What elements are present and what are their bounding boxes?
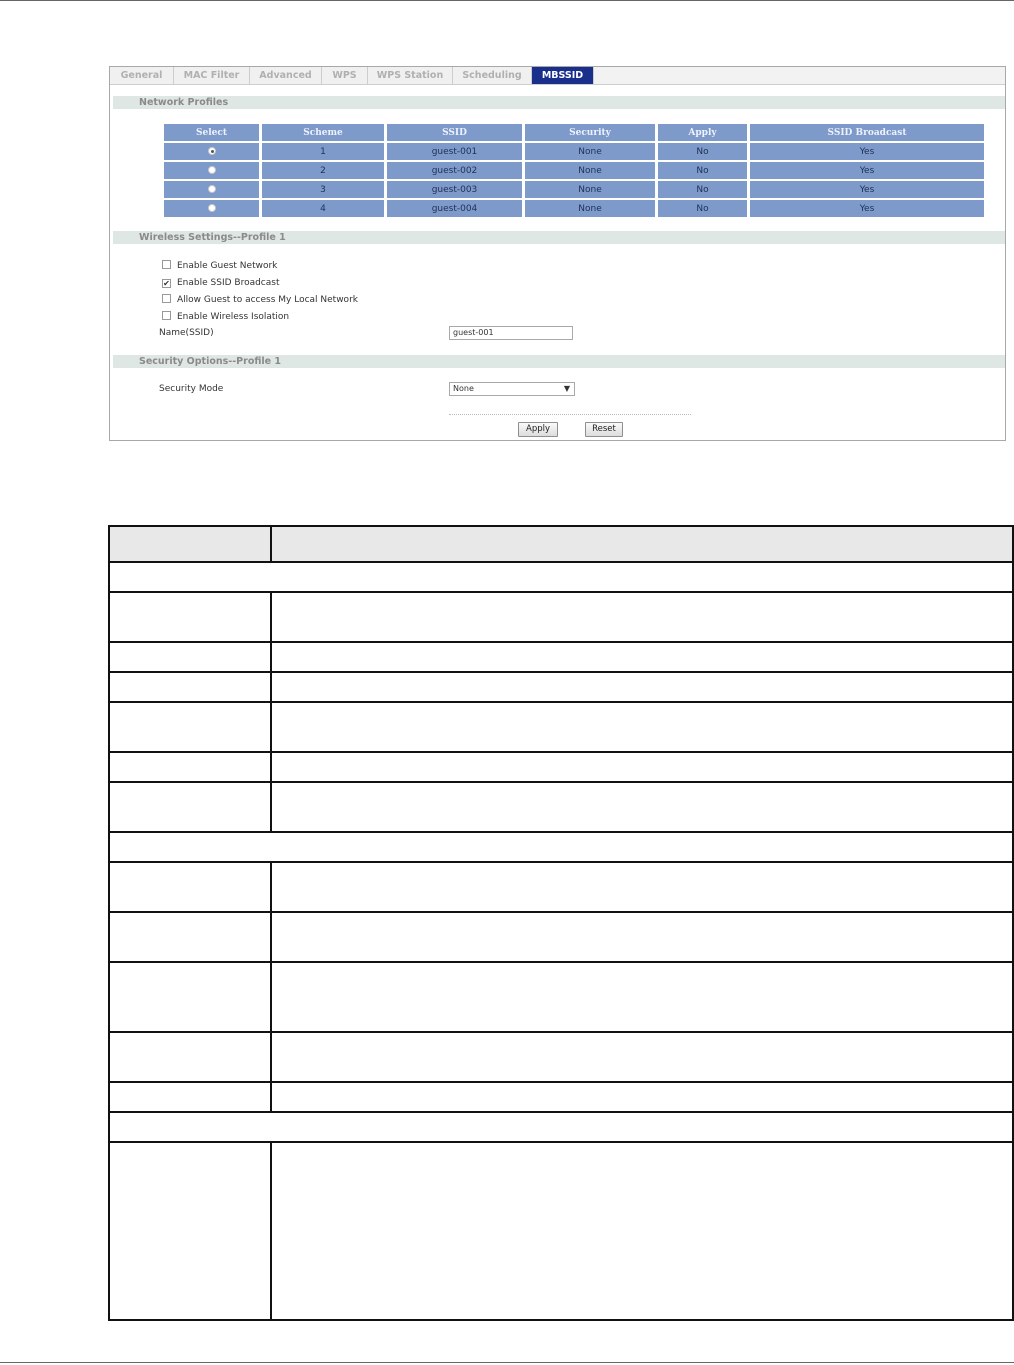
ssid-cell: guest-001 [387, 143, 522, 160]
broadcast-cell: Yes [750, 200, 984, 217]
security-options-header: Security Options--Profile 1 [113, 355, 1005, 368]
broadcast-cell: Yes [750, 162, 984, 179]
description-cell [271, 642, 1013, 672]
description-cell [271, 1032, 1013, 1082]
tab-advanced[interactable]: Advanced [250, 67, 322, 84]
description-cell [271, 1142, 1013, 1320]
enable-ssid-broadcast-checkbox[interactable] [162, 279, 171, 288]
option-label: Allow Guest to access My Local Network [177, 295, 358, 305]
label-cell [109, 702, 271, 752]
scheme-cell: 1 [262, 143, 384, 160]
security-mode-select[interactable] [449, 382, 575, 396]
profile-radio-1[interactable] [208, 147, 216, 155]
page-bottom-rule [0, 1362, 1014, 1363]
table-row [109, 592, 1013, 642]
select-cell [164, 162, 259, 179]
description-cell [271, 592, 1013, 642]
apply-cell: No [658, 143, 747, 160]
label-cell [109, 1082, 271, 1112]
table-row [164, 181, 984, 198]
security-mode-value: None [453, 384, 474, 393]
table-header-row [109, 526, 1013, 562]
col-ssid: SSID [387, 124, 522, 141]
profile-radio-2[interactable] [208, 166, 216, 174]
enable-guest-network-checkbox[interactable] [162, 260, 171, 269]
label-cell [109, 962, 271, 1032]
profile-radio-3[interactable] [208, 185, 216, 193]
profile-radio-4[interactable] [208, 204, 216, 212]
table-row [109, 752, 1013, 782]
scheme-cell: 4 [262, 200, 384, 217]
table-header-row [164, 124, 984, 141]
apply-cell: No [658, 162, 747, 179]
description-cell [271, 672, 1013, 702]
option-label: Enable Wireless Isolation [177, 312, 290, 322]
ssid-name-label: Name(SSID) [159, 328, 214, 338]
description-cell [271, 702, 1013, 752]
label-cell [109, 1142, 271, 1320]
section-row [109, 1112, 1013, 1142]
description-cell [271, 1082, 1013, 1112]
tab-mbssid[interactable]: MBSSID [532, 67, 594, 84]
option-enable-ssid-broadcast [162, 277, 279, 289]
scheme-cell: 2 [262, 162, 384, 179]
ssid-cell: guest-003 [387, 181, 522, 198]
dropdown-arrow-icon: ▼ [563, 384, 570, 393]
apply-cell: No [658, 200, 747, 217]
label-cell [109, 642, 271, 672]
table-row [164, 162, 984, 179]
table-row [109, 862, 1013, 912]
network-profiles-header: Network Profiles [113, 96, 1005, 109]
section-row [109, 562, 1013, 592]
wireless-isolation-checkbox[interactable] [162, 311, 171, 320]
description-cell [271, 526, 1013, 562]
description-cell [271, 962, 1013, 1032]
divider [449, 414, 691, 415]
tab-mac-filter[interactable]: MAC Filter [174, 67, 250, 84]
allow-guest-local-checkbox[interactable] [162, 294, 171, 303]
select-cell [164, 200, 259, 217]
label-cell [109, 912, 271, 962]
network-profiles-table [161, 122, 987, 219]
col-ssid-broadcast: SSID Broadcast [750, 124, 984, 141]
table-row [164, 143, 984, 160]
table-row [164, 200, 984, 217]
label-cell [109, 862, 271, 912]
table-row [109, 1032, 1013, 1082]
description-cell [271, 912, 1013, 962]
table-row [109, 912, 1013, 962]
security-cell: None [525, 200, 655, 217]
select-cell [164, 181, 259, 198]
option-allow-guest-local [162, 294, 358, 306]
description-cell [271, 752, 1013, 782]
ssid-name-input[interactable]: guest-001 [449, 326, 573, 340]
wireless-settings-header: Wireless Settings--Profile 1 [113, 231, 1005, 244]
tab-general[interactable]: General [110, 67, 174, 84]
tab-wps-station[interactable]: WPS Station [368, 67, 453, 84]
table-row [109, 702, 1013, 752]
page-top-rule [0, 0, 1014, 1]
col-scheme: Scheme [262, 124, 384, 141]
field-description-table [108, 525, 1014, 1321]
label-cell [109, 1032, 271, 1082]
label-cell [109, 782, 271, 832]
option-label: Enable Guest Network [177, 261, 278, 271]
col-security: Security [525, 124, 655, 141]
label-cell [109, 592, 271, 642]
scheme-cell: 3 [262, 181, 384, 198]
table-row [109, 782, 1013, 832]
table-row [109, 1082, 1013, 1112]
label-cell [109, 672, 271, 702]
label-cell [109, 752, 271, 782]
option-enable-guest-network [162, 260, 277, 272]
ssid-cell: guest-002 [387, 162, 522, 179]
table-row [109, 1142, 1013, 1320]
section-cell [109, 1112, 1013, 1142]
label-cell [109, 526, 271, 562]
option-label: Enable SSID Broadcast [177, 278, 280, 288]
option-wireless-isolation [162, 311, 289, 323]
reset-button[interactable]: Reset [585, 422, 623, 437]
description-cell [271, 782, 1013, 832]
broadcast-cell: Yes [750, 181, 984, 198]
tab-bar [110, 67, 1005, 85]
check-mark-icon: ✔ [163, 279, 170, 288]
section-cell [109, 562, 1013, 592]
table-row [109, 642, 1013, 672]
security-mode-label: Security Mode [159, 384, 224, 394]
security-cell: None [525, 162, 655, 179]
mbssid-screen [109, 66, 1006, 441]
table-row [109, 672, 1013, 702]
section-row [109, 832, 1013, 862]
security-cell: None [525, 181, 655, 198]
ssid-cell: guest-004 [387, 200, 522, 217]
table-row [109, 962, 1013, 1032]
broadcast-cell: Yes [750, 143, 984, 160]
col-apply: Apply [658, 124, 747, 141]
description-cell [271, 862, 1013, 912]
apply-button[interactable]: Apply [518, 422, 558, 437]
select-cell [164, 143, 259, 160]
security-cell: None [525, 143, 655, 160]
apply-cell: No [658, 181, 747, 198]
tab-scheduling[interactable]: Scheduling [453, 67, 532, 84]
tab-wps[interactable]: WPS [322, 67, 368, 84]
col-select: Select [164, 124, 259, 141]
section-cell [109, 832, 1013, 862]
